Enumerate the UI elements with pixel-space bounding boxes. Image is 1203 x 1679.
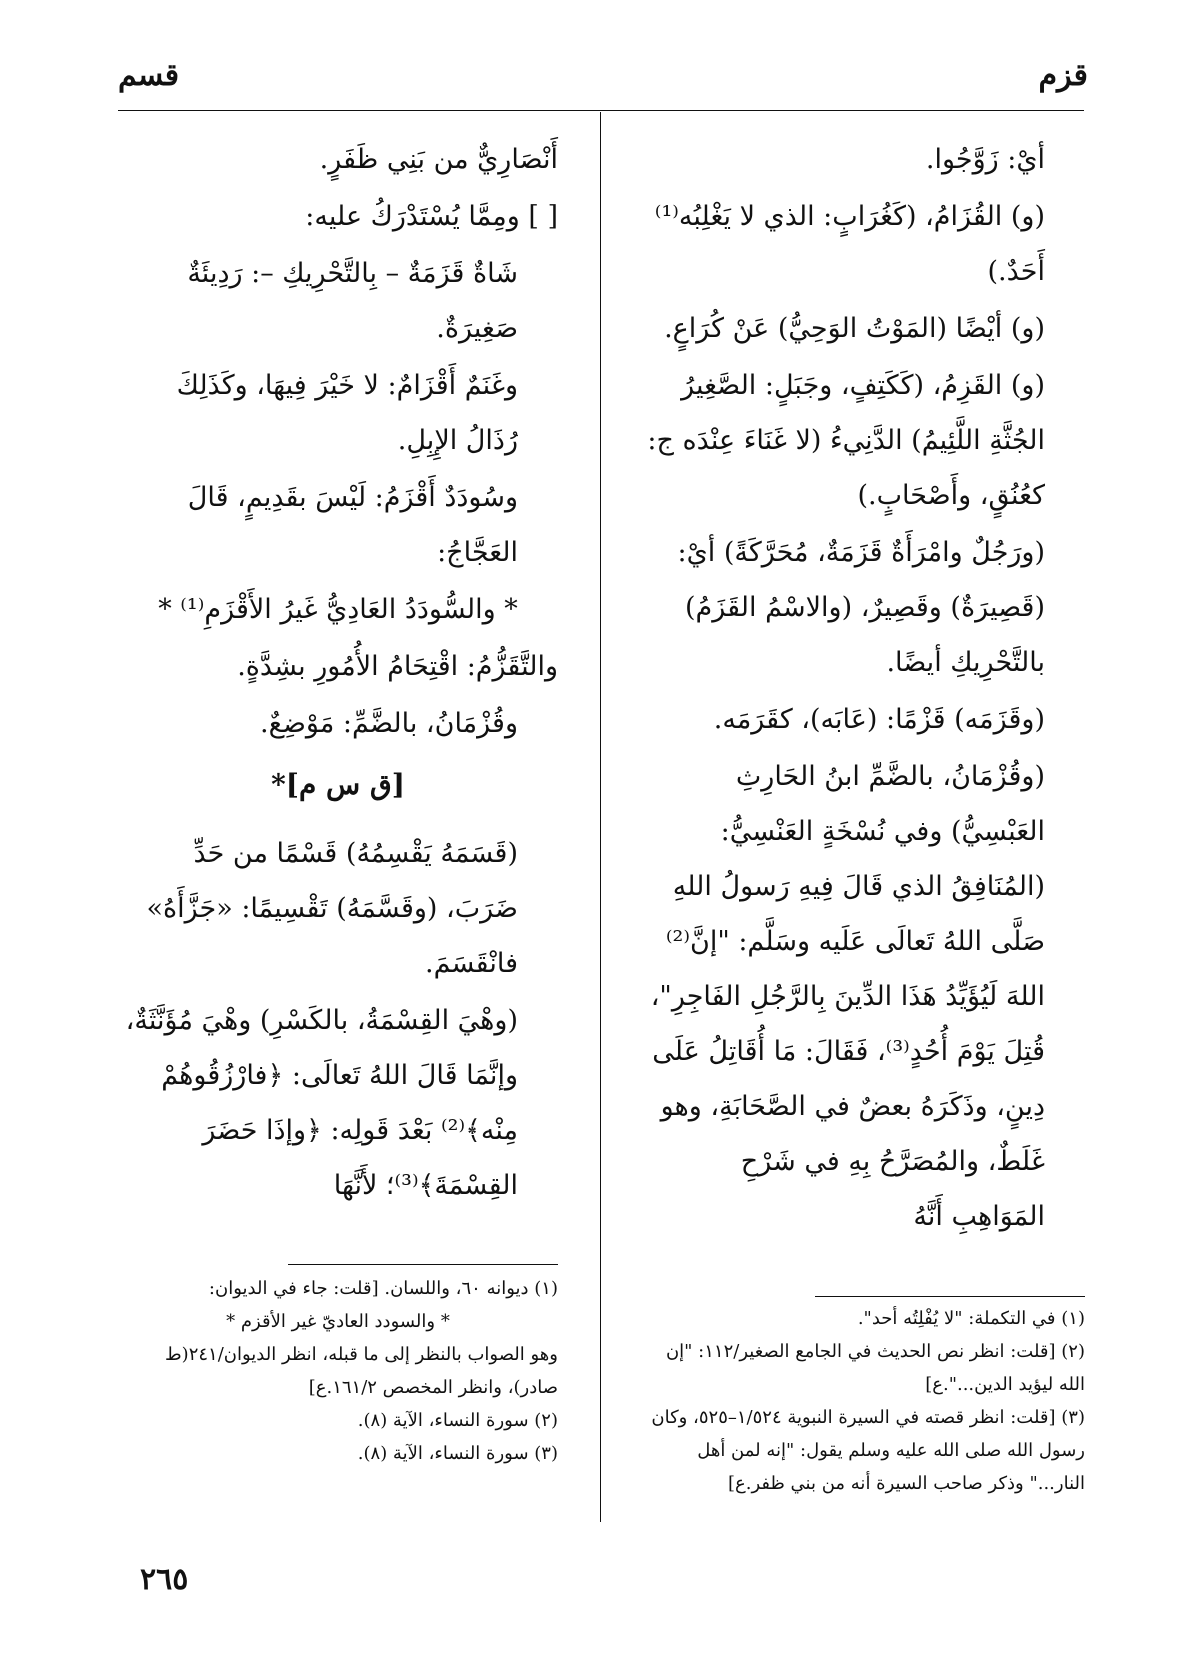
footnote: (٣) سورة النساء، الآية (٨). [357, 1443, 558, 1464]
paragraph: وغَنَمٌ أَقْزَامٌ: لا خَيْرَ فِيهَا، وكَذَلِكَ رُذَالُ الإِبِلِ. [176, 370, 518, 456]
header-rule [118, 110, 1084, 111]
left-column [118, 132, 558, 1215]
footnote: (٢) [قلت: انظر نص الحديث في الجامع الصغير/١١٢: "إن الله ليؤيد الدين...".ع] [665, 1341, 1085, 1395]
page-number: ٢٦٥ [140, 1562, 189, 1597]
paragraph: (و) القَزِمُ، (كَكَتِفٍ، وجَبَلٍ: الصَّغِيرُ الجُثَّةِ اللَّئِيمُ) الدَّنِيءُ (لا غَنَاءَ عِنْدَه ج: كعُنُقٍ، وأَصْحَابٍ.) [647, 370, 1045, 511]
paragraph: وقُزْمَانُ، بالضَّمِّ: مَوْضِعٌ. [260, 708, 518, 739]
paragraph: (قَسَمَهُ يَقْسِمُهُ) قَسْمًا من حَدِّ ضَرَبَ، (وقَسَّمَهُ) تَقْسِيمًا: «جَزَّأَهُ» فانْقَسَمَ. [146, 838, 518, 979]
footnote: (١) ديوانه ٦٠، واللسان. [قلت: جاء في الديوان: [208, 1278, 558, 1299]
paragraph: والتَّقَزُّمُ: اقْتِحَامُ الأُمُورِ بشِدَّةٍ. [237, 651, 558, 682]
footnote-rule-right [815, 1296, 1085, 1297]
paragraph: (وقَزَمَه) قَزْمًا: (عَابَه)، كقَرَمَه. [713, 704, 1045, 735]
addendum-label: [ ] ومِمَّا يُسْتَدْرَكُ عليه: [305, 201, 558, 232]
paragraph: (وقُزْمَانُ، بالضَّمِّ ابنُ الحَارِثِ العَبْسِيُّ) وفي نُسْخَةٍ العَنْسِيُّ: (المُنَافِقُ الذي قَالَ فِيهِ رَسولُ اللهِ صَلَّى اللهُ تَعالَى عَلَيه وسَلَّم: "إنَّ⁽²⁾ اللهَ لَيُؤَيِّدُ هَذَا الدِّينَ بِالرَّجُلِ الفَاجِرِ"، قُتِلَ يَوْمَ أُحُدٍ⁽³⁾، فَقَالَ: مَا أُقَاتِلُ عَلَى دِينٍ، وذَكَرَهُ بعضٌ في الصَّحَابَةِ، وهو غَلَطٌ، والمُصَرَّحُ بِهِ في شَرْحِ المَوَاهِبِ أَنَّهُ [650, 761, 1045, 1232]
entry-heading: [ق س م]* [271, 768, 405, 801]
paragraph: (وهْيَ القِسْمَةُ، بالكَسْرِ) وهْيَ مُؤَنَّثَةٌ، وإنَّمَا قَالَ اللهُ تَعالَى: ﴿فارْزُقُوهُمْ مِنْه﴾⁽²⁾ بَعْدَ قَولِه: ﴿وإذَا حَضَرَ القِسْمَةَ﴾⁽³⁾؛ لأَنَّهَا [125, 1005, 518, 1201]
paragraph: (و) أيْضًا (المَوْتُ الوَحِيُّ) عَنْ كُرَاعٍ. [664, 313, 1045, 344]
continuation-line: أَنْصَارِيٌّ من بَنِي ظَفَرٍ. [319, 144, 558, 175]
column-divider [600, 112, 601, 1522]
footnote: (١) في التكملة: "لا يُفْلِتُه أحد". [857, 1308, 1085, 1329]
paragraph: شَاةٌ قَزَمَةٌ – بِالتَّحْرِيكِ –: رَدِيئَةٌ صَغِيرَةٌ. [187, 258, 518, 344]
right-column [645, 132, 1085, 1246]
paragraph: أيْ: زَوَّجُوا. [925, 144, 1045, 175]
footnote: وهو الصواب بالنظر إلى ما قبله، انظر الديوان/٢٤١(ط صادر)، وانظر المخصص ١٦١/٢.ع] [165, 1344, 558, 1398]
footnote: (٢) سورة النساء، الآية (٨). [357, 1410, 558, 1431]
verse-line: * والسُّودَدُ العَادِيُّ غَيرُ الأَقْزَمِ⁽¹⁾ * [158, 594, 518, 625]
running-head-left: قسم [118, 58, 180, 93]
footnote-rule-left [288, 1264, 558, 1265]
paragraph: (و) القُزَامُ، (كَغُرَابٍ: الذي لا يَغْلِبُه⁽¹⁾ أَحَدٌ.) [654, 201, 1045, 287]
paragraph: وسُودَدٌ أَقْزَمُ: لَيْسَ بقَدِيمٍ، قَالَ العَجَّاجُ: [187, 482, 518, 568]
footnote-verse: * والسودد العاديّ غير الأقزم * [226, 1311, 450, 1332]
footnote: (٣) [قلت: انظر قصته في السيرة النبوية ١/٥٢٤–٥٢٥، وكان رسول الله صلى الله عليه وسلم يقول: "إنه لمن أهل النار..." وذكر صاحب السيرة أنه من بني ظفر.ع] [651, 1407, 1085, 1494]
running-head-right: قزم [1038, 58, 1088, 93]
footnotes-right [645, 1302, 1085, 1500]
footnotes-left [118, 1272, 558, 1470]
paragraph: (ورَجُلٌ وامْرَأَةٌ قَزَمَةٌ، مُحَرَّكَةً) أيْ: (قَصِيرَةٌ) وقَصِيرٌ، (والاسْمُ القَزَمُ) بالتَّحْرِيكِ أيضًا. [677, 537, 1045, 678]
